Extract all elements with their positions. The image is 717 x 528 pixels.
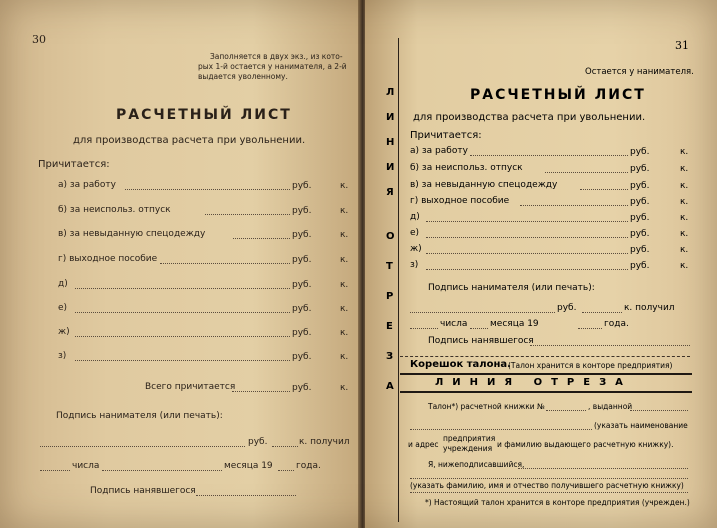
rub-label: руб. bbox=[630, 213, 650, 223]
item-label: д) bbox=[410, 212, 420, 222]
item-label: д) bbox=[58, 279, 68, 289]
stub-line-3b: предприятия bbox=[443, 434, 496, 443]
stub-line-1a: Талон*) расчетной книжки № bbox=[428, 402, 545, 411]
page-number: 31 bbox=[675, 39, 689, 52]
date-month-label: месяца 19 bbox=[490, 319, 539, 329]
kop-label: к. bbox=[340, 255, 349, 265]
signature-line bbox=[196, 495, 296, 496]
item-label: з) bbox=[58, 351, 67, 361]
cut-letter: Р bbox=[386, 291, 394, 302]
stub-fill-line bbox=[410, 492, 688, 493]
item-label: з) bbox=[410, 260, 419, 270]
due-heading: Причитается: bbox=[38, 159, 110, 170]
date-number-label: числа bbox=[440, 319, 468, 329]
total-kop: к. bbox=[340, 383, 349, 393]
page-number: 30 bbox=[32, 33, 46, 46]
cut-rule-top bbox=[400, 373, 692, 375]
item-label: е) bbox=[410, 228, 420, 238]
item-label: в) за невыданную спецодежду bbox=[58, 229, 206, 239]
amount-line bbox=[520, 205, 628, 206]
stub-fill-line bbox=[518, 468, 688, 469]
rub-label: руб. bbox=[292, 206, 312, 216]
cut-dashed-line bbox=[400, 356, 690, 357]
rub-label: руб. bbox=[292, 328, 312, 338]
amount-line bbox=[205, 214, 290, 215]
stub-fill-line bbox=[410, 429, 592, 430]
kop-label: к. bbox=[340, 352, 349, 362]
item-label: г) выходное пособие bbox=[58, 254, 158, 264]
kop-label: к. bbox=[680, 197, 689, 207]
due-heading: Причитается: bbox=[410, 130, 482, 141]
amount-line bbox=[410, 312, 555, 313]
kop-line bbox=[582, 312, 622, 313]
stub-fill-line bbox=[410, 478, 688, 479]
stub-line-5: (указать фамилию, имя и отчество получившего расчетную книжку) bbox=[410, 481, 684, 490]
cut-letter: И bbox=[386, 162, 395, 173]
kop-label: к. bbox=[340, 280, 349, 290]
stub-line-3a: и адрес bbox=[408, 440, 439, 449]
item-label: ж) bbox=[58, 327, 70, 337]
amount-line bbox=[75, 336, 290, 337]
item-label: ж) bbox=[410, 244, 422, 254]
amount-line bbox=[426, 237, 628, 238]
stub-number-line bbox=[546, 410, 586, 411]
page-subtitle: для производства расчета при увольнении. bbox=[73, 135, 306, 146]
amount-line bbox=[580, 189, 628, 190]
item-label: г) выходное пособие bbox=[410, 196, 510, 206]
hired-signature-label: Подпись нанявшегося bbox=[90, 486, 196, 496]
page-subtitle: для производства расчета при увольнении. bbox=[413, 112, 646, 123]
employer-signature-label: Подпись нанимателя (или печать): bbox=[56, 411, 223, 421]
vertical-cut-line bbox=[398, 38, 399, 522]
date-number-label: числа bbox=[72, 461, 100, 471]
year-line bbox=[278, 470, 294, 471]
corner-note-line-3: выдается уволенному. bbox=[198, 72, 288, 81]
total-rub: руб. bbox=[292, 383, 312, 393]
stub-title: Корешок талона. bbox=[410, 359, 511, 370]
rub-label: руб. bbox=[630, 261, 650, 271]
cut-letter: З bbox=[386, 351, 394, 362]
amount-line bbox=[40, 446, 245, 447]
received-rub: руб. bbox=[248, 437, 268, 447]
amount-line bbox=[426, 269, 628, 270]
stub-line-4: Я, нижеподписавшийся, bbox=[428, 460, 525, 469]
kop-label: к. bbox=[680, 261, 689, 271]
kop-label: к. bbox=[340, 181, 349, 191]
cut-letter: А bbox=[386, 381, 394, 392]
rub-label: руб. bbox=[630, 229, 650, 239]
kop-label: к. bbox=[680, 181, 689, 191]
total-line bbox=[232, 391, 290, 392]
cut-letter: Т bbox=[386, 261, 393, 272]
cut-letter: О bbox=[386, 231, 395, 242]
stub-note: (Талон хранится в конторе предприятия) bbox=[508, 361, 673, 370]
amount-line bbox=[233, 238, 290, 239]
rub-label: руб. bbox=[630, 245, 650, 255]
stays-note: Остается у нанимателя. bbox=[585, 67, 694, 77]
item-label: б) за неиспольз. отпуск bbox=[410, 163, 523, 173]
amount-line bbox=[426, 253, 628, 254]
hired-signature-label: Подпись нанявшегося bbox=[428, 336, 534, 346]
received-rub: руб. bbox=[557, 303, 577, 313]
item-label: е) bbox=[58, 303, 68, 313]
corner-note-line-2: рых 1-й остается у нанимателя, а 2-й bbox=[198, 62, 347, 71]
stub-fill-line bbox=[630, 410, 688, 411]
amount-line bbox=[75, 312, 290, 313]
cut-letter: Л bbox=[386, 87, 395, 98]
item-label: а) за работу bbox=[410, 146, 468, 156]
date-year-label: года. bbox=[604, 319, 629, 329]
date-month-label: месяца 19 bbox=[224, 461, 273, 471]
year-line bbox=[578, 328, 602, 329]
rub-label: руб. bbox=[630, 164, 650, 174]
cut-letter: Я bbox=[386, 187, 394, 198]
amount-line bbox=[75, 360, 290, 361]
stub-line-1b: , выданной bbox=[588, 402, 633, 411]
cut-line-label: ЛИНИЯ ОТРЕЗА bbox=[435, 377, 632, 388]
amount-line bbox=[125, 189, 290, 190]
date-year-label: года. bbox=[296, 461, 321, 471]
stub-line-2: (указать наименование bbox=[594, 421, 688, 430]
rub-label: руб. bbox=[292, 280, 312, 290]
rub-label: руб. bbox=[292, 352, 312, 362]
total-label: Всего причитается bbox=[145, 382, 236, 392]
signature-line bbox=[530, 345, 690, 346]
kop-label: к. bbox=[340, 328, 349, 338]
stub-line-3d: и фамилию выдающего расчетную книжку). bbox=[497, 440, 674, 449]
item-label: в) за невыданную спецодежду bbox=[410, 180, 558, 190]
rub-label: руб. bbox=[630, 147, 650, 157]
kop-label: к. bbox=[680, 213, 689, 223]
amount-line bbox=[75, 288, 290, 289]
kop-label: к. bbox=[340, 206, 349, 216]
kop-label: к. bbox=[680, 164, 689, 174]
kop-label: к. bbox=[680, 229, 689, 239]
kop-label: к. bbox=[340, 304, 349, 314]
cut-letter: И bbox=[386, 112, 395, 123]
kop-label: к. bbox=[340, 230, 349, 240]
received-kop: к. получил bbox=[299, 437, 350, 447]
date-line bbox=[40, 470, 70, 471]
amount-line bbox=[545, 172, 628, 173]
rub-label: руб. bbox=[292, 255, 312, 265]
received-kop: к. получил bbox=[624, 303, 675, 313]
rub-label: руб. bbox=[292, 230, 312, 240]
corner-note-line-1: Заполняется в двух экз., из кото- bbox=[210, 52, 343, 61]
amount-line bbox=[426, 221, 628, 222]
footnote: *) Настоящий талон хранится в конторе предприятия (учрежден.) bbox=[425, 498, 690, 507]
month-line bbox=[470, 328, 488, 329]
item-label: а) за работу bbox=[58, 180, 116, 190]
cut-letter: Н bbox=[386, 137, 395, 148]
kop-line bbox=[272, 446, 298, 447]
employer-signature-label: Подпись нанимателя (или печать): bbox=[428, 283, 595, 293]
date-line bbox=[410, 328, 438, 329]
item-label: б) за неиспольз. отпуск bbox=[58, 205, 171, 215]
kop-label: к. bbox=[680, 245, 689, 255]
cut-rule-bottom bbox=[400, 391, 692, 393]
month-line bbox=[102, 470, 222, 471]
kop-label: к. bbox=[680, 147, 689, 157]
amount-line bbox=[160, 263, 290, 264]
page-title: РАСЧЕТНЫЙ ЛИСТ bbox=[116, 107, 292, 123]
rub-label: руб. bbox=[292, 181, 312, 191]
rub-label: руб. bbox=[630, 181, 650, 191]
rub-label: руб. bbox=[292, 304, 312, 314]
page-title: РАСЧЕТНЫЙ ЛИСТ bbox=[470, 87, 646, 103]
cut-letter: Е bbox=[386, 321, 393, 332]
amount-line bbox=[470, 155, 628, 156]
rub-label: руб. bbox=[630, 197, 650, 207]
stub-line-3c: учреждения bbox=[443, 444, 493, 453]
